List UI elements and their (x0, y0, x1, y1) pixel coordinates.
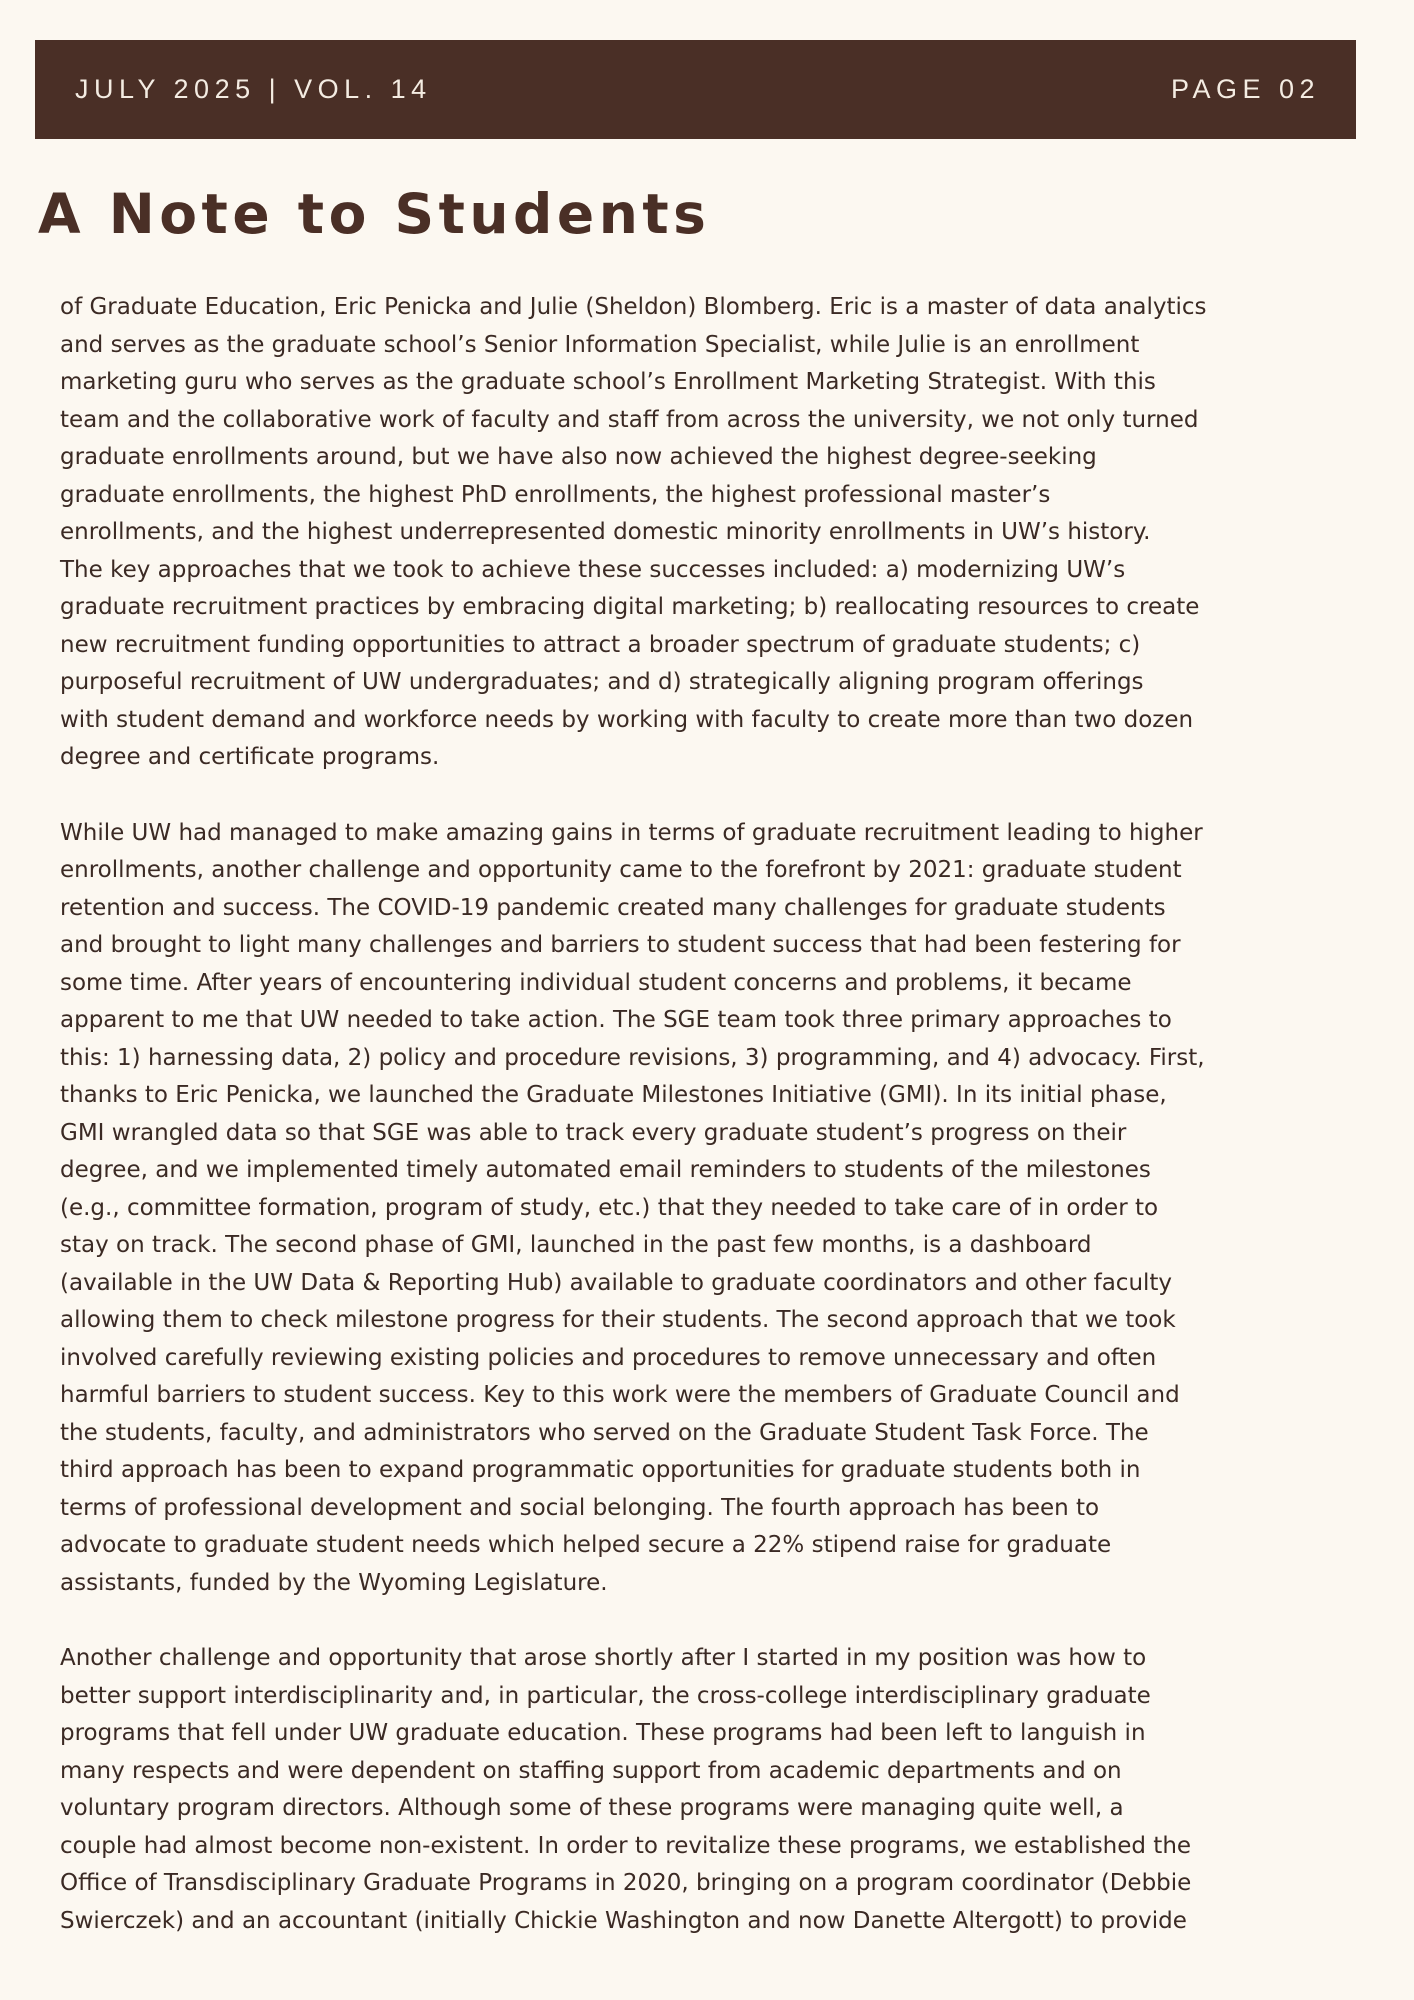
paragraph-line: the students, faculty, and administrators who served on the Graduate Student Task Force. The (60, 1419, 1149, 1446)
paragraph-line: new recruitment funding opportunities to attract a broader spectrum of graduate students; c) (60, 631, 1141, 658)
paragraph-line: graduate recruitment practices by embracing digital marketing; b) reallocating resources to create (60, 594, 1200, 620)
paragraph-line: harmful barriers to student success. Key to this work were the members of Graduate Council and (60, 1382, 1180, 1408)
paragraph-line: many respects and were dependent on staffing support from academic departments and on (60, 1757, 1122, 1784)
article-body (60, 289, 1380, 1978)
paragraph-line: enrollments, and the highest underrepresented domestic minority enrollments in UW’s history. (60, 519, 1151, 545)
paragraph-line: thanks to Eric Penicka, we launched the Graduate Milestones Initiative (GMI). In its initial phase, (60, 1082, 1167, 1108)
paragraph-line: some time. After years of encountering individual student concerns and problems, it became (60, 969, 1132, 996)
paragraph-line: terms of professional development and social belonging. The fourth approach has been to (60, 1494, 1100, 1521)
paragraph-line: marketing guru who serves as the graduate school’s Enrollment Marketing Strategist. With this (60, 369, 1156, 395)
paragraph-line: While UW had managed to make amazing gains in terms of graduate recruitment leading to higher (60, 819, 1203, 846)
article-paragraph (60, 1640, 1380, 1940)
paragraph-line: Swierczek) and an accountant (initially Chickie Washington and now Danette Altergott) to provide (60, 1907, 1187, 1934)
paragraph-line: this: 1) harnessing data, 2) policy and procedure revisions, 3) programming, and 4) advocacy. First, (60, 1044, 1205, 1071)
paragraph-line: team and the collaborative work of faculty and staff from across the university, we not only turned (60, 406, 1199, 433)
paragraph-line: with student demand and workforce needs by working with faculty to create more than two dozen (60, 706, 1194, 733)
paragraph-line: The key approaches that we took to achieve these successes included: a) modernizing UW’s (60, 556, 1126, 583)
newsletter-header-bar (35, 40, 1356, 139)
paragraph-line: enrollments, another challenge and opportunity came to the forefront by 2021: graduate student (60, 857, 1182, 883)
paragraph-line: better support interdisciplinarity and, in particular, the cross-college interdisciplinary graduate (60, 1682, 1151, 1709)
paragraph-line: (e.g., committee formation, program of study, etc.) that they needed to take care of in order to (60, 1194, 1159, 1221)
paragraph-line: programs that fell under UW graduate education. These programs had been left to languish in (60, 1720, 1146, 1746)
paragraph-line: degree and certificate programs. (60, 744, 440, 770)
paragraph-line: Office of Transdisciplinary Graduate Programs in 2020, bringing on a program coordinator (Debbie (60, 1870, 1192, 1896)
paragraph-line: retention and success. The COVID-19 pandemic created many challenges for graduate students (60, 894, 1166, 921)
paragraph-line: purposeful recruitment of UW undergraduates; and d) strategically aligning program offerings (60, 669, 1144, 695)
paragraph-line: stay on track. The second phase of GMI, launched in the past few months, is a dashboard (60, 1232, 1092, 1258)
article-paragraph (60, 289, 1380, 777)
paragraph-line: involved carefully reviewing existing policies and procedures to remove unnecessary and often (60, 1344, 1157, 1371)
paragraph-line: voluntary program directors. Although some of these programs were managing quite well, a (60, 1795, 1124, 1821)
paragraph-line: GMI wrangled data so that SGE was able to track every graduate student’s progress on their (60, 1119, 1127, 1146)
paragraph-line: of Graduate Education, Eric Penicka and Julie (Sheldon) Blomberg. Eric is a master of data analytics (60, 294, 1207, 320)
paragraph-line: degree, and we implemented timely automated email reminders to students of the milestones (60, 1157, 1151, 1183)
paragraph-line: third approach has been to expand programmatic opportunities for graduate students both in (60, 1457, 1141, 1483)
page-title: A Note to Students (38, 182, 711, 246)
paragraph-line: apparent to me that UW needed to take action. The SGE team took three primary approaches to (60, 1007, 1172, 1033)
paragraph-line: (available in the UW Data & Reporting Hub) available to graduate coordinators and other faculty (60, 1269, 1173, 1296)
paragraph-line: Another challenge and opportunity that arose shortly after I started in my position was how to (60, 1645, 1147, 1671)
paragraph-line: graduate enrollments, the highest PhD enrollments, the highest professional master’s (60, 481, 1051, 508)
paragraph-line: and serves as the graduate school’s Senior Information Specialist, while Julie is an enrollment (60, 331, 1140, 358)
paragraph-line: and brought to light many challenges and barriers to student success that had been festering for (60, 932, 1181, 958)
paragraph-line: assistants, funded by the Wyoming Legislature. (60, 1569, 608, 1596)
article-paragraph (60, 815, 1380, 1603)
paragraph-line: advocate to graduate student needs which helped secure a 22% stipend raise for graduate (60, 1532, 1112, 1558)
paragraph-line: allowing them to check milestone progress for their students. The second approach that we took (60, 1307, 1176, 1333)
page-number: PAGE 02 (1170, 74, 1320, 104)
paragraph-line: couple had almost become non-existent. In order to revitalize these programs, we established the (60, 1832, 1192, 1859)
paragraph-line: graduate enrollments around, but we have also now achieved the highest degree-seeking (60, 444, 1097, 470)
issue-label: JULY 2025 | VOL. 14 (75, 74, 432, 104)
